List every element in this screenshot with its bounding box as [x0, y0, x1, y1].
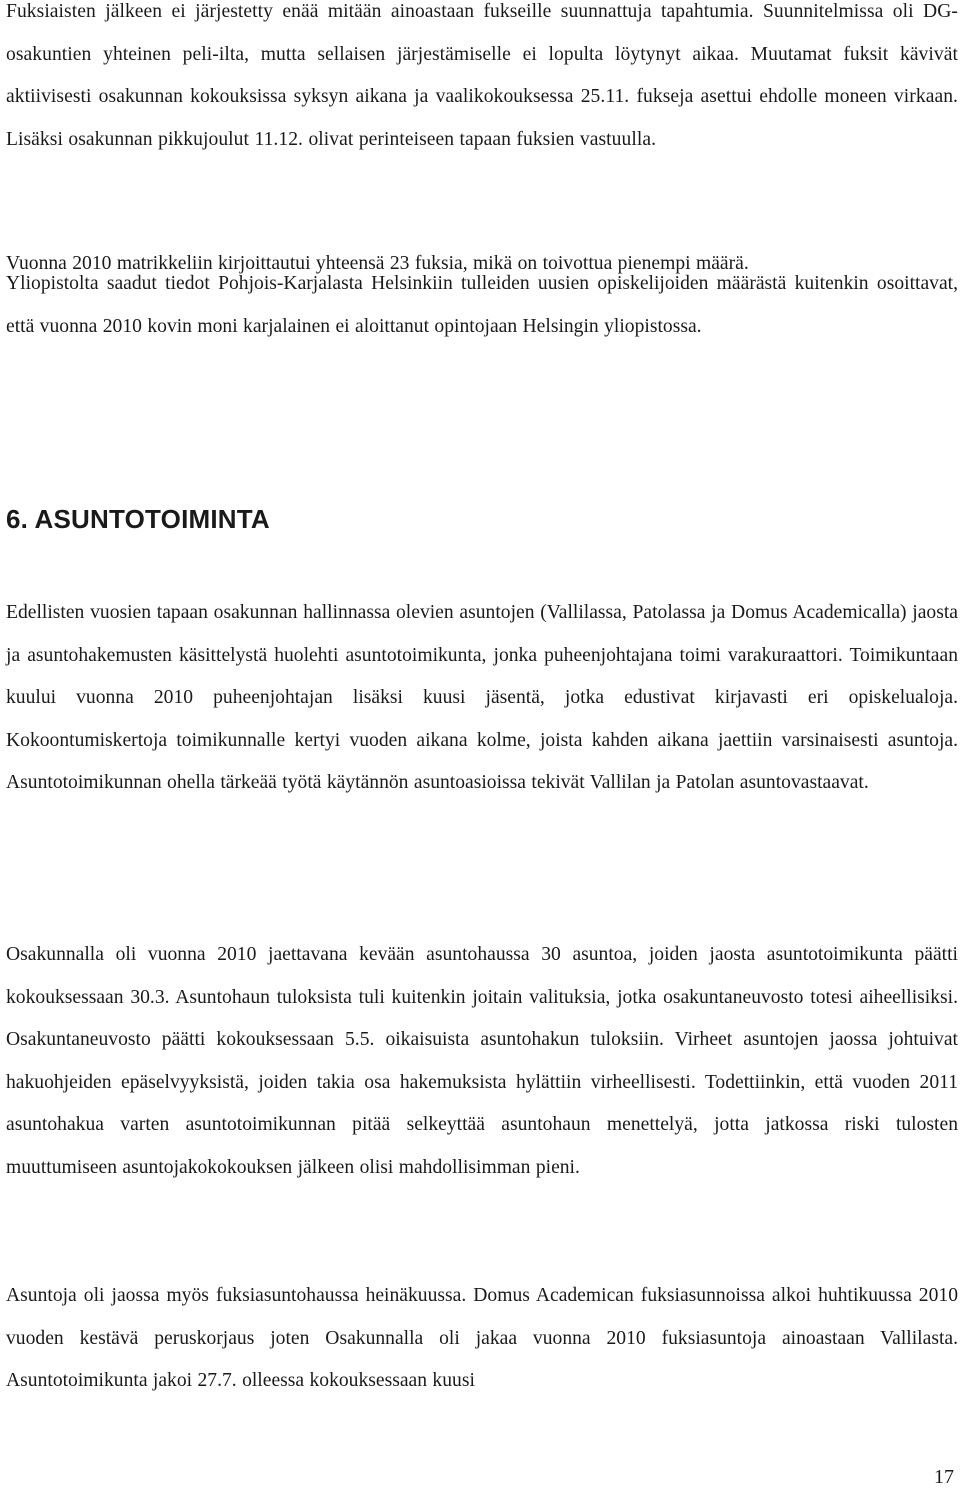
paragraph-asuntohaku: Osakunnalla oli vuonna 2010 jaettavana kevään asuntohaussa 30 asuntoa, joiden jaosta asuntotoimikunta päätti kokouksessaan 30.3. Asuntohaun tuloksista tuli kuitenkin joitain valituksia, jotka osakuntaneuvosto totesi aiheellisiksi. Osakuntaneuvosto päätti kokouksessaan 5.5. oikaisuista asuntohakun tuloksiin. Virheet asuntojen jaossa johtuivat hakuohjeiden epäselvyyksistä, joiden takia osa hakemuksista hylättiin virheellisesti. Todettiinkin, että vuoden 2011 asuntohakua varten asuntotoimikunnan pitää selkeyttää asuntohaun menettelyä, jotta jatkossa riski tulosten muuttumiseen asuntojakokokouksen jälkeen olisi mahdollisimman pieni. — [6, 944, 958, 1178]
paragraph-matrikkeli: Vuonna 2010 matrikkeliin kirjoittautui yhteensä 23 fuksia, mikä on toivottua pienempi määrä. — [6, 253, 749, 274]
paragraph-fuksiaiset: Fuksiaisten jälkeen ei järjestetty enää mitään ainoastaan fukseille suunnattuja tapahtumia. Suunnitelmissa oli DG-osakuntien yhteinen peli-ilta, mutta sellaisen järjestämiselle ei lopulta löytynyt aikaa. Muutamat fuksit kävivät aktiivisesti osakunnan kokouksissa syksyn aikana ja vaalikokouksessa 25.11. fukseja asettui ehdolle moneen virkaan. Lisäksi osakunnan pikkujoulut 11.12. olivat perinteiseen tapaan fuksien vastuulla. — [6, 1, 958, 150]
paragraph-fuksiasunnot: Asuntoja oli jaossa myös fuksiasuntohaussa heinäkuussa. Domus Academican fuksiasunnoissa alkoi huhtikuussa 2010 vuoden kestävä peruskorjaus joten Osakunnalla oli jakaa vuonna 2010 fuksiasuntoja ainoastaan Vallilasta. Asuntotoimikunta jakoi 27.7. olleessa kokouksessaan kuusi — [6, 1285, 958, 1392]
page-number: 17 — [934, 1466, 954, 1488]
paragraph-yliopisto-tiedot: Yliopistolta saadut tiedot Pohjois-Karjalasta Helsinkiin tulleiden uusien opiskelijoiden määrästä kuitenkin osoittavat, että vuonna 2010 kovin moni karjalainen ei aloittanut opintojaan Helsingin yliopistossa. — [6, 273, 958, 337]
paragraph-asuntotoimikunta: Edellisten vuosien tapaan osakunnan hallinnassa olevien asuntojen (Vallilassa, Patolassa ja Domus Academicalla) jaosta ja asuntohakemusten käsittelystä huolehti asuntotoimikunta, jonka puheenjohtajana toimi varakuraattori. Toimikuntaan kuului vuonna 2010 puheenjohtajan lisäksi kuusi jäsentä, jotka edustivat kirjavasti eri opiskelualoja. Kokoontumiskertoja toimikunnalle kertyi vuoden aikana kolme, joista kahden aikana jaettiin varsinaisesti asuntoja. Asuntotoimikunnan ohella tärkeää työtä käytännön asuntoasioissa tekivät Vallilan ja Patolan asuntovastaavat. — [6, 602, 958, 794]
section-heading: 6. ASUNTOTOIMINTA — [6, 504, 270, 534]
